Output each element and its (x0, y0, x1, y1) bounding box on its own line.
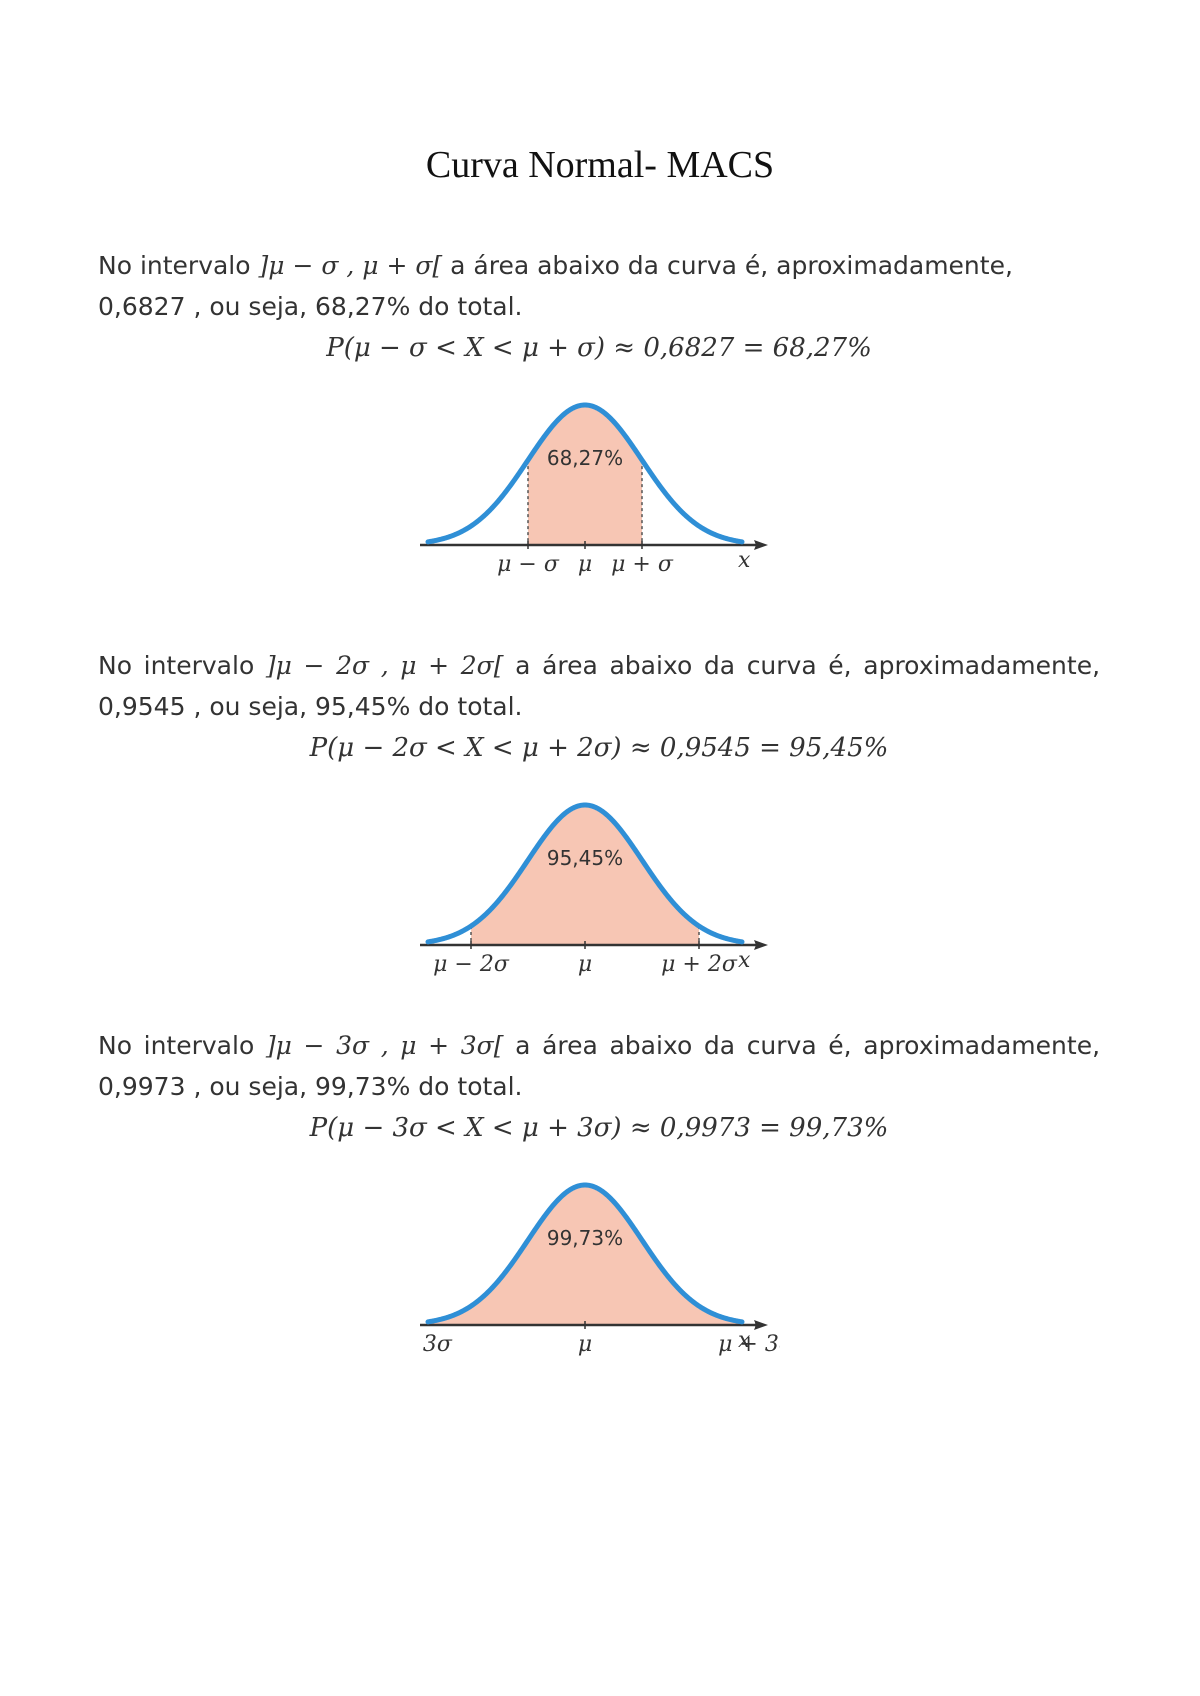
line2-prefix: , ou seja, (193, 692, 308, 721)
interval: ]μ − 3σ , μ + 3σ[ (265, 1031, 504, 1060)
area-percent-label: 95,45% (546, 846, 624, 870)
line2-prefix: , ou seja, (193, 1072, 308, 1101)
text-after: a área abaixo da curva é, aproximadamente, (450, 251, 1013, 280)
text-after: a área abaixo da curva é, aproximadamente, (515, 651, 1101, 680)
line2-prefix: , ou seja, (193, 292, 308, 321)
section-2 (98, 645, 1100, 763)
tick-label: μ (577, 1332, 593, 1357)
area-percent-label: 68,27% (546, 446, 624, 470)
tick-label: μ − 2σ (433, 952, 509, 977)
percent-value: 68,27% (315, 292, 411, 321)
intro-text: No intervalo (98, 651, 255, 680)
axis-label: x (738, 1328, 751, 1353)
tick-label: μ + σ (611, 552, 673, 577)
intro-text: No intervalo (98, 251, 251, 280)
tick-label: μ + 2σ (661, 952, 737, 977)
text-after: a área abaixo da curva é, aproximadamente, (515, 1031, 1101, 1060)
shaded-area (471, 805, 699, 945)
line2-suffix: do total. (418, 292, 523, 321)
axis-label: x (738, 548, 751, 573)
percent-value: 95,45% (315, 692, 411, 721)
probability-formula: P(μ − 3σ < X < μ + 3σ) ≈ 0,9973 = 99,73% (309, 1113, 889, 1143)
interval: ]μ − 2σ , μ + 2σ[ (265, 651, 504, 680)
normal-curve-svg (420, 1165, 780, 1365)
area-value: 0,9545 (98, 692, 186, 721)
normal-curve-2 (420, 785, 780, 985)
normal-curve-1 (420, 385, 780, 585)
shaded-area (528, 405, 642, 545)
tick-label: μ − σ (497, 552, 559, 577)
percent-value: 99,73% (315, 1072, 411, 1101)
intro-text: No intervalo (98, 1031, 255, 1060)
tick-label: μ (577, 552, 593, 577)
section-2-text (98, 645, 1100, 727)
area-value: 0,9973 (98, 1072, 186, 1101)
tick-label: μ + 3 (718, 1332, 779, 1357)
axis-arrow (754, 940, 768, 950)
normal-curve-3 (420, 1165, 780, 1365)
interval: ]μ − σ , μ + σ[ (258, 251, 443, 280)
normal-curve-svg (420, 385, 780, 585)
section-1 (98, 245, 1100, 363)
axis-label: x (738, 948, 751, 973)
section-1-text (98, 245, 1100, 327)
area-value: 0,6827 (98, 292, 186, 321)
axis-arrow (754, 540, 768, 550)
section-3-text (98, 1025, 1100, 1107)
section-3 (98, 1025, 1100, 1143)
probability-formula: P(μ − σ < X < μ + σ) ≈ 0,6827 = 68,27% (326, 333, 872, 363)
line2-suffix: do total. (418, 692, 523, 721)
tick-label: μ (577, 952, 593, 977)
probability-formula: P(μ − 2σ < X < μ + 2σ) ≈ 0,9545 = 95,45% (309, 733, 889, 763)
area-percent-label: 99,73% (546, 1226, 624, 1250)
tick-label: 3σ (422, 1332, 452, 1357)
page-title: Curva Normal- MACS (425, 144, 775, 186)
line2-suffix: do total. (418, 1072, 523, 1101)
normal-curve-svg (420, 785, 780, 985)
